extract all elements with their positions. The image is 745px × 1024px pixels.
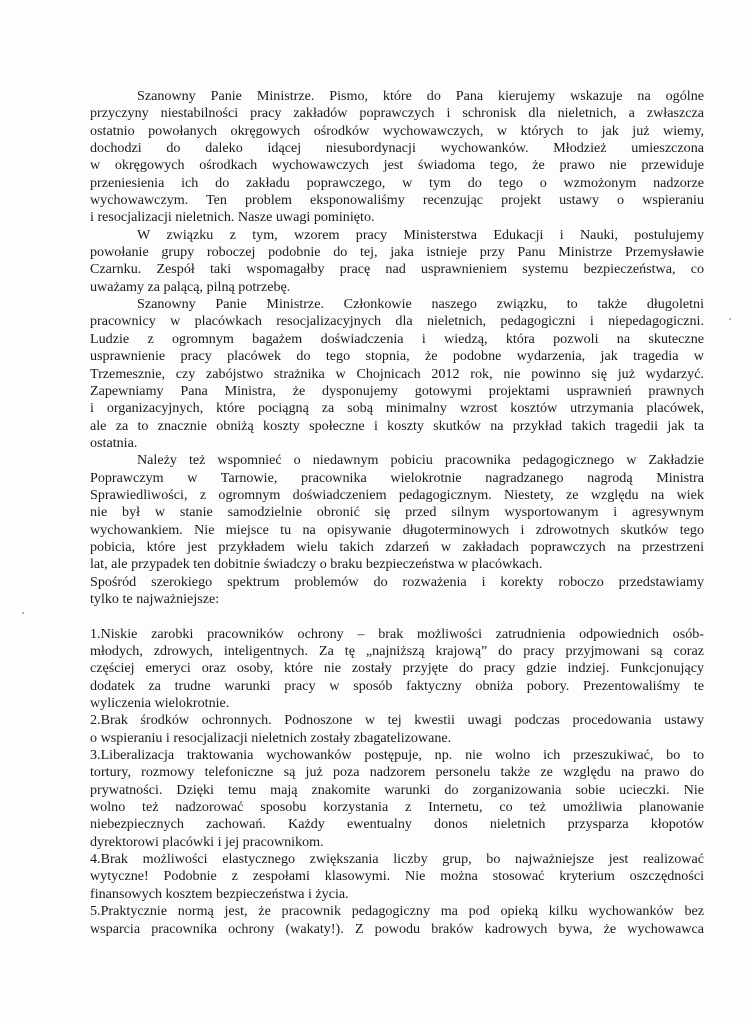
text-line: i organizacyjnych, które pociągną za sobą minimalny wzrost kosztów utrzymania placówek, <box>90 400 704 417</box>
text-line: uważamy za palącą, pilną potrzebę. <box>90 278 291 295</box>
text-line: Szanowny Panie Ministrze. Pismo, które do Pana kierujemy wskazuje na ogólne <box>137 88 704 104</box>
text-line: wychowankiem. Nie miejsce tu na opisywanie długoterminowych i zdrowotnych skutków tego <box>90 521 704 538</box>
text-line: wolno też nadzorować sposobu korzystania z Internetu, co też umożliwia planowanie <box>90 799 704 816</box>
text-line: 5.Praktycznie normą jest, że pracownik pedagogiczny ma pod opieką kilku wychowanków bez <box>90 903 704 920</box>
paragraph-union-members <box>90 296 704 452</box>
text-line: Poprawczym w Tarnowie, pracownika wielokrotnie nagradzanego nagrodą Ministra <box>90 469 704 486</box>
text-line: wychowawczym. Ten problem eksponowaliśmy recenzując projekt ustawy o wspieraniu <box>90 192 704 209</box>
text-line: 2.Brak środków ochronnych. Podnoszone w tej kwestii uwagi podczas procedowania ustawy <box>90 712 704 729</box>
text-line: i resocjalizacji nieletnich. Nasze uwagi pominięto. <box>90 209 375 226</box>
text-line: Należy też wspomnieć o niedawnym pobiciu pracownika pedagogicznego w Zakładzie <box>137 452 704 469</box>
text-line: przeniesienia ich do zakładu poprawczego, w tym do tego o wzmożonym nadzorze <box>90 174 704 191</box>
text-line: wytyczne! Podobnie z zespołami klasowymi. Nie można stosować kryterium oszczędności <box>90 868 704 885</box>
text-line: powołanie grupy roboczej podobnie do tej, jaka istnieje przy Panu Ministrze Przemysławie <box>90 244 704 261</box>
text-line: Czarnku. Zespół taki wspomagałby pracę nad usprawnieniem systemu bezpieczeństwa, co <box>90 261 704 278</box>
list-item-group-flexibility <box>90 851 704 903</box>
paragraph-problems-intro <box>90 574 704 609</box>
text-line: przyczyny niestabilności pracy zakładów poprawczych i schronisk dla nieletnich, a zwłaszcza <box>90 105 704 122</box>
text-line: o wspieraniu i resocjalizacji nieletnich zostały zbagatelizowane. <box>90 729 452 746</box>
text-line: dodatek za trudne warunki pracy w sposób faktyczny obniża pobory. Prezentowaliśmy te <box>90 677 704 694</box>
scan-speck <box>729 318 731 320</box>
text-line: dyrektorowi placówki i jej pracownikom. <box>90 833 324 850</box>
text-line: Spośród szerokiego spektrum problemów do rozważenia i korekty roboczo przedstawiamy <box>90 573 704 590</box>
text-line: ostatnia. <box>90 434 138 451</box>
text-line: Ludzie z ogromnym bagażem doświadczenia i wiedzą, która pozwoli na skuteczne <box>90 330 704 347</box>
text-line: W związku z tym, wzorem pracy Ministerstwa Edukacji i Nauki, postulujemy <box>137 226 704 243</box>
text-line: wyliczenia wielokrotnie. <box>90 695 230 712</box>
text-line: Trzemesznie, czy zabójstwo strażnika w Chojnicach 2012 rok, nie powinno się już wydarzyć. <box>90 365 704 382</box>
text-line: finansowych kosztem bezpieczeństwa i życia. <box>90 885 349 902</box>
text-line: 1.Niskie zarobki pracowników ochrony – brak możliwości zatrudnienia odpowiednich osób- <box>90 625 704 642</box>
text-line: dochodzi do daleko idącej niesubordynacji wychowanków. Młodzież umieszczona <box>90 140 704 157</box>
text-line: Sprawiedliwości, z ogromnym doświadczeniem pedagogicznym. Niestety, ze względu na wiek <box>90 486 704 503</box>
text-line: nie był w stanie samodzielnie obronić się przed silnym wysportowanym i agresywnym <box>90 504 704 521</box>
list-item-liberalization <box>90 747 704 851</box>
text-line: lat, ale przypadek ten dobitnie świadczy o braku bezpieczeństwa w placówkach. <box>90 556 543 573</box>
text-line: prywatności. Dzięki temu mają znakomite warunki do zorganizowania sobie ucieczki. Nie <box>90 781 704 798</box>
text-line: pracownicy w placówkach resocjalizacyjnych dla nieletnich, pedagogiczni i niepedagogiczni. <box>90 313 704 330</box>
text-line: 3.Liberalizacja traktowania wychowanków postępuje, np. nie wolno ich przeszukiwać, bo to <box>90 747 704 764</box>
text-line: usprawnienie pracy placówek do tego stopnia, że podobne wydarzenia, jak tragedia w <box>90 348 704 365</box>
paragraph-intro <box>90 88 704 227</box>
text-line: 4.Brak możliwości elastycznego zwiększania liczby grup, bo najważniejsze jest realizować <box>90 851 704 868</box>
text-line: niebezpiecznych zachowań. Każdy ewentualny donos nieletnich przysparza kłopotów <box>90 816 704 833</box>
paragraph-working-group <box>90 227 704 296</box>
text-line: tylko te najważniejsze: <box>90 590 220 607</box>
list-item-protective-equipment <box>90 712 704 747</box>
list-item-staffing-shortage <box>90 903 704 938</box>
text-line: częściej emeryci oraz osoby, które nie zostały przyjęte do pracy gdzie indziej. Funkcjonujący <box>90 660 704 677</box>
letter-body <box>90 88 704 938</box>
text-line: młodych, zdrowych, inteligentnych. Za tę „najniższą krajową” do pracy przyjmowani są coraz <box>90 643 704 659</box>
list-item-low-wages <box>90 626 704 713</box>
text-line: pobicia, które jest przykładem wielu takich zdarzeń w zakładach poprawczych na przestrzeni <box>90 538 704 555</box>
paragraph-tarnow-incident <box>90 452 704 573</box>
scan-speck <box>22 612 24 614</box>
text-line: wsparcia pracownika ochrony (wakaty!). Z powodu braków kadrowych bywa, że wychowawca <box>90 920 704 937</box>
text-line: w okręgowych ośrodkach wychowawczych jest świadoma tego, że prawo nie przewiduje <box>90 157 704 174</box>
text-line: Szanowny Panie Ministrze. Członkowie naszego związku, to także długoletni <box>137 296 704 313</box>
text-line: tortury, rozmowy telefoniczne są już poza nadzorem personelu także ze względu na prawo do <box>90 764 704 781</box>
text-line: Zapewniamy Pana Ministra, że dysponujemy gotowymi projektami usprawnień prawnych <box>90 382 704 399</box>
text-line: ale za to znacznie obniżą koszty społeczne i koszty skutków na przykład takich tragedii jak ta <box>90 417 704 434</box>
text-line: ostatnio powołanych okręgowych ośrodków wychowawczych, w których to jak już wiemy, <box>90 122 704 139</box>
